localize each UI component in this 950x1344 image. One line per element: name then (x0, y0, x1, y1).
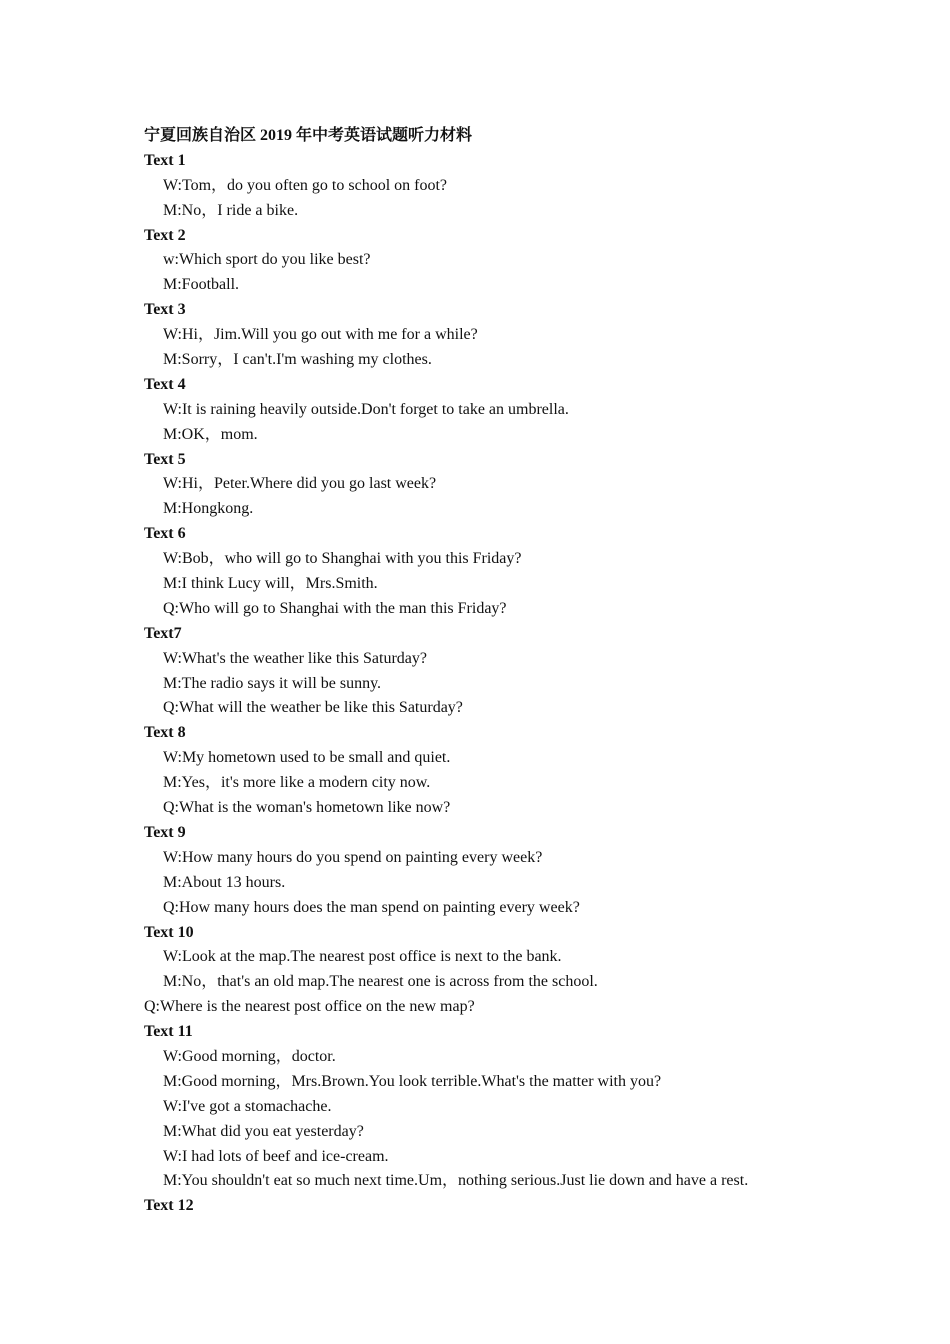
dialogue-line: Q:What will the weather be like this Saturday? (163, 699, 463, 717)
section-heading: Text 9 (144, 823, 186, 841)
section-heading: Text 11 (144, 1023, 193, 1041)
dialogue-line: M:What did you eat yesterday? (163, 1122, 364, 1140)
dialogue-line: M:Hongkong. (163, 500, 254, 518)
dialogue-line: W:Tom，do you often go to school on foot? (163, 176, 448, 194)
dialogue-line: W:I had lots of beef and ice-cream. (163, 1147, 389, 1165)
document-title: 宁夏回族自治区 2019 年中考英语试题听力材料 (144, 127, 473, 144)
section-heading: Text 4 (144, 375, 186, 393)
dialogue-line: W:I've got a stomachache. (163, 1097, 332, 1115)
dialogue-line: Q:What is the woman's hometown like now? (163, 799, 451, 817)
section-heading: Text 6 (144, 525, 186, 543)
dialogue-line: M:OK，mom. (163, 425, 258, 443)
dialogue-line: W:Hi，Peter.Where did you go last week? (163, 475, 437, 493)
dialogue-line: W:Good morning，doctor. (163, 1047, 336, 1065)
dialogue-line: W:My hometown used to be small and quiet. (163, 749, 451, 767)
section-heading: Text 10 (144, 923, 194, 941)
dialogue-line: M:No，that's an old map.The nearest one is across from the school. (163, 973, 598, 991)
dialogue-line: W:How many hours do you spend on painting every week? (163, 848, 543, 866)
dialogue-line: M:Good morning，Mrs.Brown.You look terrible.What's the matter with you? (163, 1072, 662, 1090)
dialogue-line: W:What's the weather like this Saturday? (163, 649, 427, 667)
dialogue-line: W:Look at the map.The nearest post office is next to the bank. (163, 948, 562, 966)
dialogue-line: w:Which sport do you like best? (163, 251, 371, 269)
dialogue-line: Q:Who will go to Shanghai with the man this Friday? (163, 599, 507, 617)
section-heading: Text 5 (144, 450, 186, 468)
dialogue-line: W:Bob，who will go to Shanghai with you this Friday? (163, 550, 522, 568)
transcript-sections (144, 149, 904, 1219)
dialogue-line: M:About 13 hours. (163, 873, 286, 891)
dialogue-line: Q:Where is the nearest post office on the new map? (144, 998, 475, 1016)
dialogue-line: W:Hi，Jim.Will you go out with me for a while? (163, 326, 478, 344)
dialogue-line: Q:How many hours does the man spend on painting every week? (163, 898, 580, 916)
section-heading: Text 8 (144, 724, 186, 742)
document-body (144, 124, 904, 1219)
section-heading: Text 1 (144, 151, 186, 169)
section-heading: Text 12 (144, 1197, 194, 1215)
dialogue-line: M:Sorry，I can't.I'm washing my clothes. (163, 351, 432, 369)
dialogue-line: M:Football. (163, 276, 240, 294)
section-heading: Text7 (144, 624, 182, 642)
section-heading: Text 3 (144, 301, 186, 319)
section-heading: Text 2 (144, 226, 186, 244)
dialogue-line: M:I think Lucy will，Mrs.Smith. (163, 575, 378, 593)
dialogue-line: M:Yes，it's more like a modern city now. (163, 774, 431, 792)
dialogue-line: M:You shouldn't eat so much next time.Um，nothing serious.Just lie down and have a rest. (163, 1172, 749, 1190)
dialogue-line: M:The radio says it will be sunny. (163, 674, 382, 692)
dialogue-line: M:No，I ride a bike. (163, 201, 299, 219)
dialogue-line: W:It is raining heavily outside.Don't forget to take an umbrella. (163, 400, 569, 418)
